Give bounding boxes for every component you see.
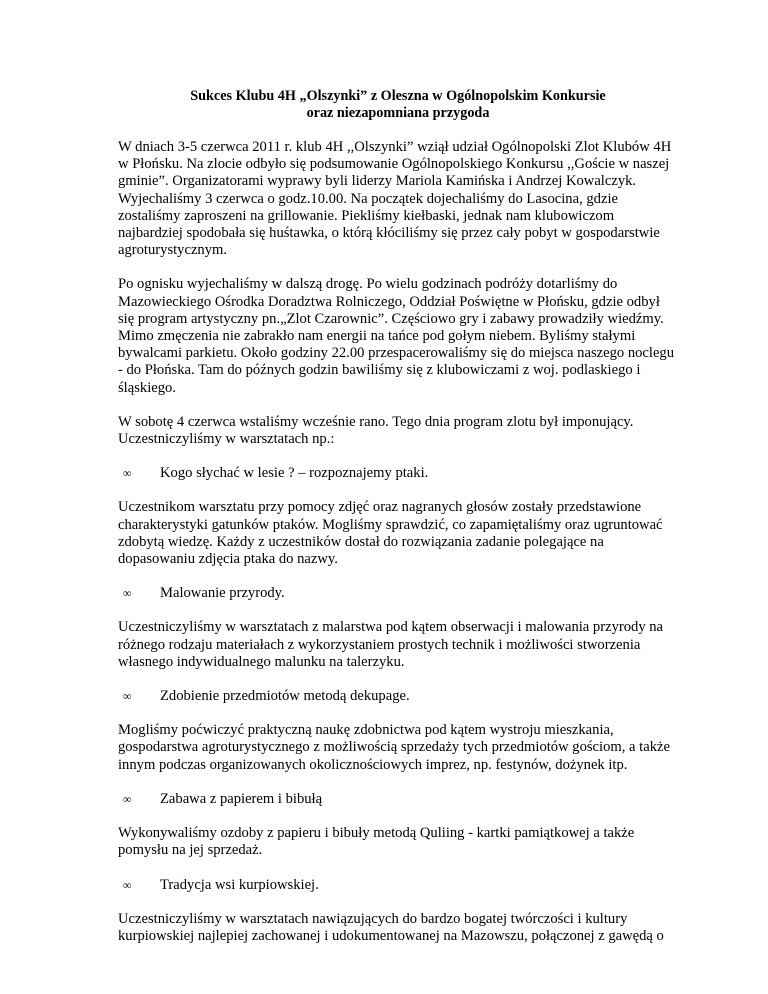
- list-item-text: Zdobienie przedmiotów metodą dekupage.: [160, 688, 410, 705]
- bullet-icon: ∞: [123, 466, 132, 481]
- list-item-painting: [118, 585, 678, 602]
- paragraph-decoupage: Mogliśmy poćwiczyć praktyczną naukę zdobnictwa pod kątem wystroju mieszkania, gospodarstwa agroturystycznego z możliwością sprzedaży tych przedmiotów gościom, a także innym podczas organizowanych okolicznościowych imprez, np. festynów, dożynek itp.: [118, 722, 670, 773]
- bullet-icon: ∞: [123, 689, 132, 704]
- list-item-birds: [118, 465, 678, 482]
- list-item-kurpie: [118, 877, 678, 894]
- list-item-text: Kogo słychać w lesie ? – rozpoznajemy ptaki.: [160, 465, 429, 482]
- paragraph-birds: Uczestnikom warsztatu przy pomocy zdjęć oraz nagranych głosów zostały przedstawione charakterystyki gatunków ptaków. Mogliśmy sprawdzić, co zapamiętaliśmy oraz ugruntować zdobytą wiedzę. Każdy z uczestników dostał do rozwiązania zadanie polegające na dopasowaniu zdjęcia ptaka do nazwy.: [118, 499, 663, 568]
- list-item-decoupage: [118, 688, 678, 705]
- paragraph-painting: Uczestniczyliśmy w warsztatach z malarstwa pod kątem obserwacji i malowania przyrody na różnego rodzaju materiałach z wykorzystaniem prostych technik i możliwości stworzenia własnego indywidualnego malunku na talerzyku.: [118, 619, 664, 670]
- document-title: [118, 88, 678, 122]
- title-line-1: Sukces Klubu 4H „Olszynki” z Oleszna w Ogólnopolskim Konkursie: [190, 88, 606, 104]
- paragraph-paper: Wykonywaliśmy ozdoby z papieru i bibuły metodą Quliing - kartki pamiątkowej a także pomysłu na jej sprzedaż.: [118, 825, 635, 859]
- paragraph-kurpie: Uczestniczyliśmy w warsztatach nawiązujących do bardzo bogatej twórczości i kultury kurpiowskiej najlepiej zachowanej i udokumentowanej na Mazowszu, połączonej z gawędą o: [118, 910, 664, 944]
- list-item-text: Zabawa z papierem i bibułą: [160, 790, 323, 807]
- bullet-icon: ∞: [123, 586, 132, 601]
- document-page: [118, 88, 678, 962]
- bullet-icon: ∞: [123, 791, 132, 806]
- paragraph-journey: Po ognisku wyjechaliśmy w dalszą drogę. Po wielu godzinach podróży dotarliśmy do Mazowieckiego Ośrodka Doradztwa Rolniczego, Oddział Poświętne w Płońsku, gdzie odbył się program artystyczny pn.„Zlot Czarownic”. Częściowo gry i zabawy prowadziły wiedźmy. Mimo zmęczenia nie zabrakło nam energii na tańce pod gołym niebem. Byliśmy stałymi bywalcami parkietu. Około godziny 22.00 przespacerowaliśmy się do miejsca naszego noclegu - do Płońska. Tam do późnych godzin bawiliśmy się z klubowiczami z woj. podlaskiego i śląskiego.: [118, 276, 675, 396]
- paragraph-saturday: W sobotę 4 czerwca wstaliśmy wcześnie rano. Tego dnia program zlotu był imponujący. Uczestniczyliśmy w warsztatach np.:: [118, 413, 634, 448]
- bullet-icon: ∞: [123, 877, 132, 892]
- paragraph-intro: W dniach 3-5 czerwca 2011 r. klub 4H ,,Olszynki” wziął udział Ogólnopolski Zlot Klubów 4H w Płońsku. Na zlocie odbyło się podsumowanie Ogólnopolskiego Konkursu ,,Goście w naszej gminie”. Organizatorami wyprawy byli liderzy Mariola Kamińska i Andrzej Kowalczyk. Wyjechaliśmy 3 czerwca o godz.10.00. Na początek dojechaliśmy do Lasocina, gdzie zostaliśmy zaproszeni na grillowanie. Piekliśmy kiełbaski, jednak nam klubowiczom najbardziej spodobała się huśtawka, o którą kłóciliśmy się przez cały pobyt w gospodarstwie agroturystycznym.: [118, 139, 672, 259]
- list-item-text: Malowanie przyrody.: [160, 585, 285, 602]
- title-line-2: oraz niezapomniana przygoda: [306, 105, 490, 121]
- list-item-text: Tradycja wsi kurpiowskiej.: [160, 876, 319, 893]
- list-item-paper: [118, 791, 678, 808]
